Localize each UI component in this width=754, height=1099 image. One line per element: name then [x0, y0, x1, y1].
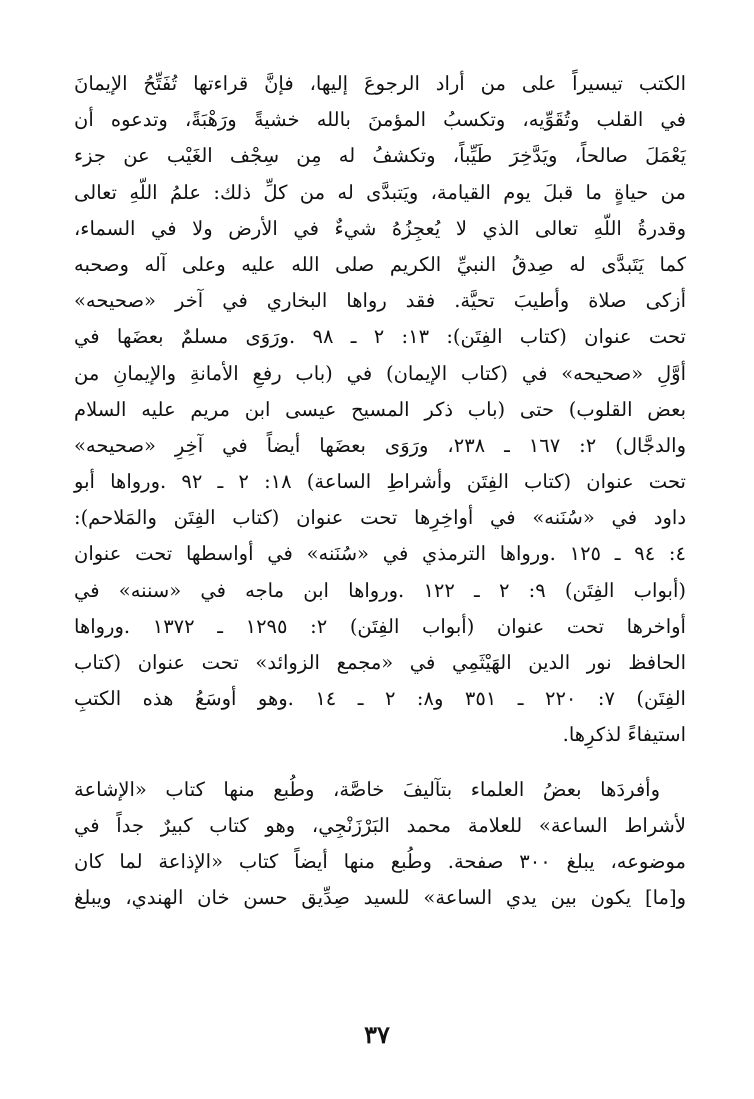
- text-line: تحت عنوان (كتاب الفِتَن وأشراطِ الساعة) ١٨: ٢ ـ ٩٢ .ورواها أبو: [74, 470, 686, 494]
- text-line: الحافظ نور الدين الهَيْثَمِي في «مجمع الزوائد» تحت عنوان (كتاب: [74, 651, 686, 674]
- text-line: تحت عنوان (كتاب الفِتَن): ١٣: ٢ ـ ٩٨ .ورَوَى مسلمٌ بعضَها في: [74, 325, 686, 349]
- text-line: أواخرها تحت عنوان (أبواب الفِتَن) ٢: ١٢٩٥ ـ ١٣٧٢ .ورواها: [74, 614, 686, 638]
- text-line: وأفردَها بعضُ العلماء بتآليفَ خاصَّة، وطُبع منها كتاب «الإشاعة: [74, 777, 660, 801]
- page-number: ٣٧: [364, 1020, 390, 1049]
- text-line: أزكى صلاة وأطيبَ تحيَّة. فقد رواها البخاري في آخر «صحيحه»: [74, 289, 686, 313]
- text-line: موضوعه، يبلغ ٣٠٠ صفحة. وطُبع منها أيضاً كتاب «الإذاعة لما كان: [74, 849, 687, 873]
- text-line: في القلب وتُقَوِّيه، وتكسبُ المؤمنَ بالله خشيةً ورَهْبَةً، وتدعوه أن: [74, 108, 686, 132]
- text-line: الفِتَن) ٧: ٢٢٠ ـ ٣٥١ و٨: ٢ ـ ١٤ .وهو أوسَعُ هذه الكتبِ: [74, 687, 686, 711]
- text-line: الكتب تيسيراً على من أراد الرجوعَ إليها، فإنَّ قراءتها تُفَتِّحُ الإيمانَ: [74, 72, 686, 95]
- text-line: لأشراط الساعة» للعلامة محمد البَرْزَنْجِي، وهو كتاب كبيرٌ جداً في: [74, 813, 686, 837]
- paragraph-2: [74, 772, 686, 917]
- text-line: ٤: ٩٤ ـ ١٢٥ .ورواها الترمذي في «سُنَنه» في أواسطها تحت عنوان: [74, 542, 686, 566]
- text-line: أوَّلِ «صحيحه» في (كتاب الإيمان) في (باب رفعِ الأمانةِ والإيمانِ من: [74, 361, 686, 385]
- document-page: [74, 66, 686, 916]
- text-line: و[ما] يكون بين يدي الساعة» للسيد صِدِّيق حسن خان الهندي، ويبلغ: [74, 886, 686, 910]
- text-line: يَعْمَلَ صالحاً، ويَدَّخِرَ طَيِّباً، وتكشفُ له مِن سِجْف الغَيْب عن جزء: [74, 144, 686, 168]
- text-line: داود في «سُنَنه» في أواخِرِها تحت عنوان (كتاب الفِتَن والمَلاحم):: [74, 506, 686, 530]
- text-line: (أبواب الفِتَن) ٩: ٢ ـ ١٢٢ .ورواها ابن ماجه في «سننه» في: [74, 578, 686, 602]
- text-line: والدجَّال) ٢: ١٦٧ ـ ٢٣٨، ورَوَى بعضَها أيضاً في آخِرِ «صحيحه»: [74, 433, 686, 457]
- text-line: من حياةٍ ما قبلَ يوم القيامة، ويَتبدَّى له من كلِّ ذلك: علمُ اللّهِ تعالى: [74, 180, 686, 204]
- text-line: كما يَتَبدَّى له صِدقُ النبيِّ الكريم صلى الله عليه وعلى آله وصحبه: [74, 252, 686, 276]
- text-line: بعض القلوب) حتى (باب ذكر المسيح عيسى ابن مريم عليه السلام: [74, 397, 686, 421]
- text-line: وقدرةُ اللّهِ تعالى الذي لا يُعجِزُهُ شيءٌ في الأرض ولا في السماء،: [74, 216, 686, 240]
- text-line: استيفاءً لذكرِها.: [562, 723, 686, 747]
- paragraph-1: [74, 66, 686, 754]
